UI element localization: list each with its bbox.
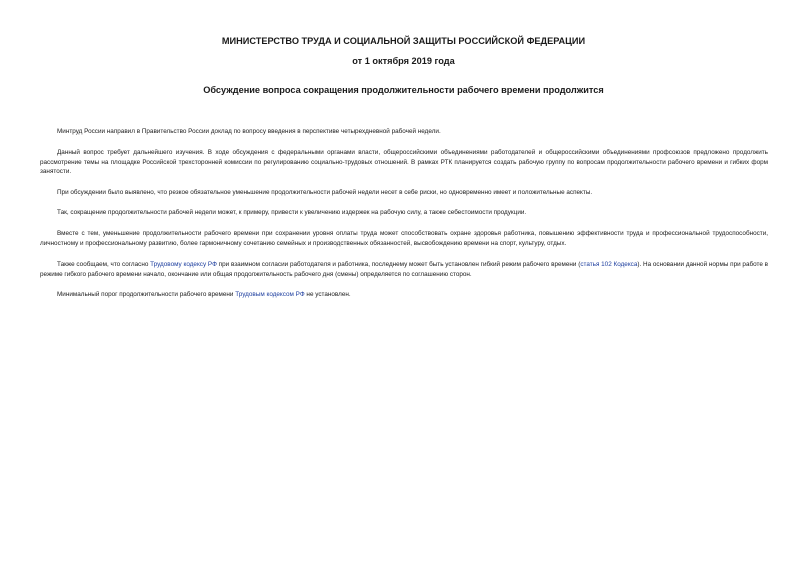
ministry-heading: МИНИСТЕРСТВО ТРУДА И СОЦИАЛЬНОЙ ЗАЩИТЫ РОССИЙСКОЙ ФЕДЕРАЦИИ — [221, 36, 586, 46]
paragraph-7-text-1: Минимальный порог продолжительности рабочего времени — [57, 291, 236, 298]
labor-code-link-2[interactable]: Трудовым кодексом РФ — [235, 291, 305, 298]
paragraph-6-text-2: при взаимном согласии работодателя и работника, последнему может быть установлен гибкий режим рабочего времени ( — [216, 261, 581, 268]
paragraph-6-text-1: Также сообщаем, что согласно — [57, 261, 151, 268]
paragraph-4: Так, сокращение продолжительности рабочей недели может, к примеру, привести к увеличению издержек на рабочую силу, а также себестоимости продукции. — [57, 209, 527, 216]
paragraph-7 — [40, 290, 768, 300]
article-102-link[interactable]: статья 102 Кодекса — [580, 261, 638, 268]
labor-code-link[interactable]: Трудовому кодексу РФ — [150, 261, 217, 268]
paragraph-7-text-2: не установлен. — [304, 291, 351, 298]
document-date: от 1 октября 2019 года — [352, 56, 455, 66]
paragraph-6 — [40, 260, 768, 279]
paragraph-3: При обсуждении было выявлено, что резкое обязательное уменьшение продолжительности рабочей недели несет в себе риски, но одновременно имеет и положительные аспекты. — [57, 189, 593, 196]
paragraph-1: Минтруд России направил в Правительство России доклад по вопросу введения в перспективе четырехдневной рабочей недели. — [57, 128, 441, 135]
paragraph-5: Вместе с тем, уменьшение продолжительности рабочего времени при сохранении уровня оплаты труда может способствовать охране здоровья работника, повышению эффективности труда и профессиональной трудоспособности, личностному и профессиональному развитию, более гармоничному сочетанию семейных и производственных обязанностей, высвобождению времени на спорт, культуру, отдых. — [40, 230, 768, 247]
document-title: Обсуждение вопроса сокращения продолжительности рабочего времени продолжится — [203, 85, 604, 95]
paragraph-6-text-3: ). На основании данной нормы при работе в режиме гибкого рабочего времени начало, окончание или общая продолжительность рабочего дня (смены) определяется по соглашению сторон. — [40, 261, 769, 278]
paragraph-2: Данный вопрос требует дальнейшего изучения. В ходе обсуждения с федеральными органами власти, общероссийскими объединениями работодателей и общероссийскими объединениями профсоюзов предложено продолжить рассмотрение темы на площадке Российской трехсторонней комиссии по регулированию социально-трудовых отношений. В рамках РТК планируется создать рабочую группу по вопросам продолжительности рабочего времени и гибких форм занятости. — [40, 149, 768, 176]
